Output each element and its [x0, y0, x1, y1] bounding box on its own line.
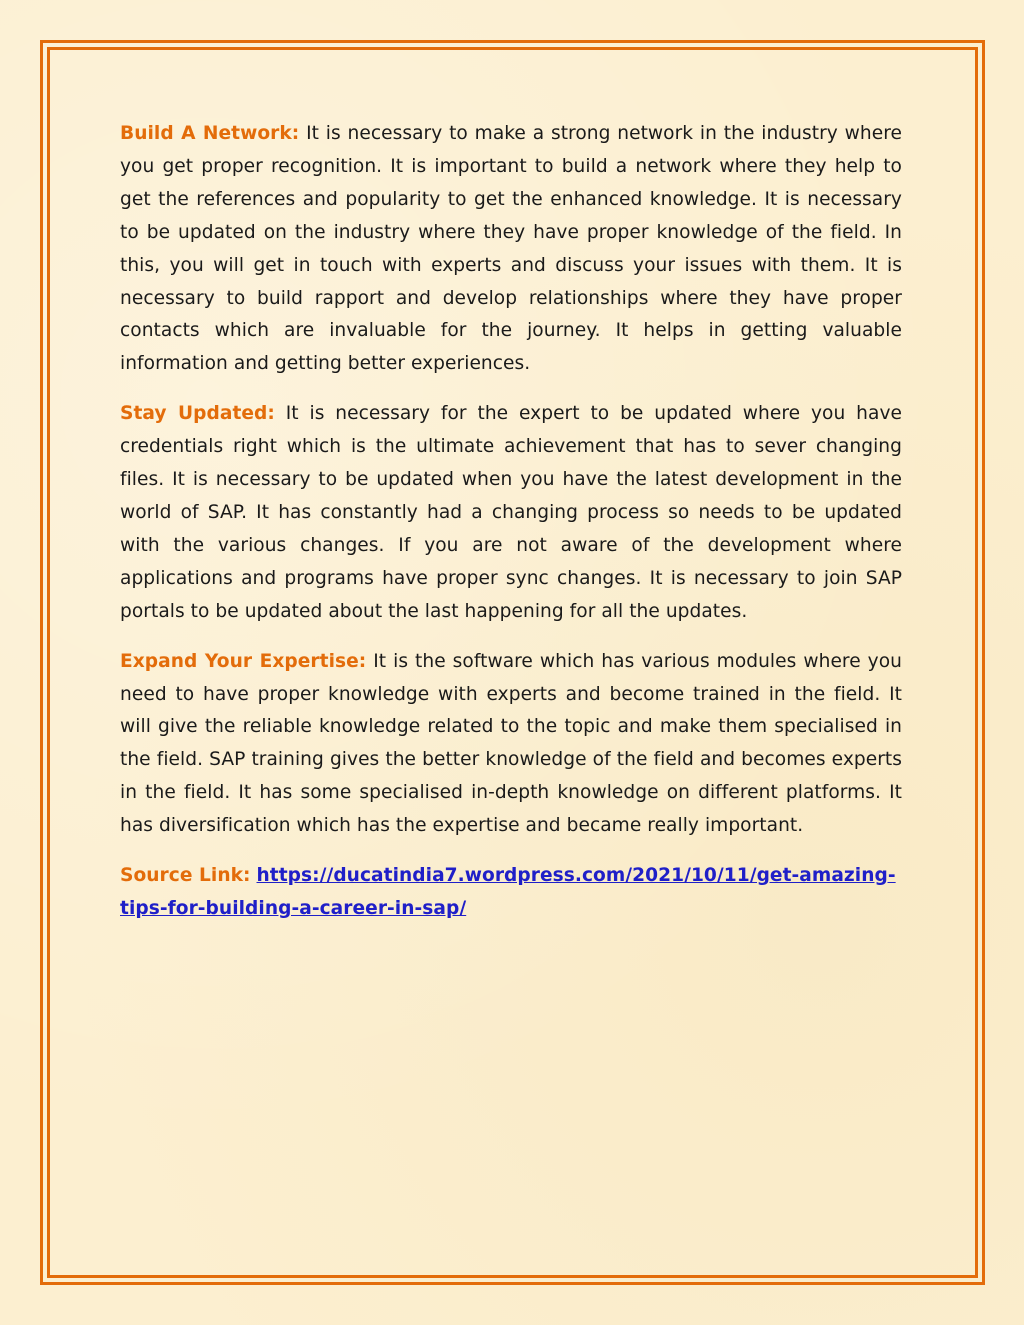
source-label: Source Link: — [120, 865, 251, 887]
section-heading: Build A Network: — [120, 123, 300, 144]
section-heading: Stay Updated: — [120, 403, 275, 425]
section-expand-your-expertise — [120, 646, 902, 843]
section-body: It is the software which has various modules where you need to have proper knowledge with experts and become trained in the field. It will give the reliable knowledge related to the topic and make them specialised in the field. SAP training gives the better knowledge of the field and becomes experts in the field. It has some specialised in-depth knowledge on different platforms. It has diversification which has the expertise and became really important. — [120, 650, 902, 837]
section-heading: Expand Your Expertise: — [120, 650, 367, 672]
section-build-a-network — [120, 118, 902, 381]
section-body: It is necessary for the expert to be updated where you have credentials right which is the ultimate achievement that has to sever changing files. It is necessary to be updated when you have the latest development in the world of SAP. It has constantly had a changing process so needs to be updated with the various changes. If you are not aware of the development where applications and programs have proper sync changes. It is necessary to join SAP portals to be updated about the last happening for all the updates. — [120, 403, 902, 622]
document-body — [120, 118, 902, 943]
source-line — [120, 860, 902, 926]
source-link[interactable]: https://ducatindia7.wordpress.com/2021/10/11/get-amazing-tips-for-building-a-career-in-sap/ — [120, 865, 896, 919]
section-body: It is necessary to make a strong network in the industry where you get proper recognition. It is important to build a network where they help to get the references and popularity to get the enhanced knowledge. It is necessary to be updated on the industry where they have proper knowledge of the field. In this, you will get in touch with experts and discuss your issues with them. It is necessary to build rapport and develop relationships where they have proper contacts which are invaluable for the journey. It helps in getting valuable information and getting better experiences. — [120, 123, 902, 375]
section-stay-updated — [120, 398, 902, 628]
